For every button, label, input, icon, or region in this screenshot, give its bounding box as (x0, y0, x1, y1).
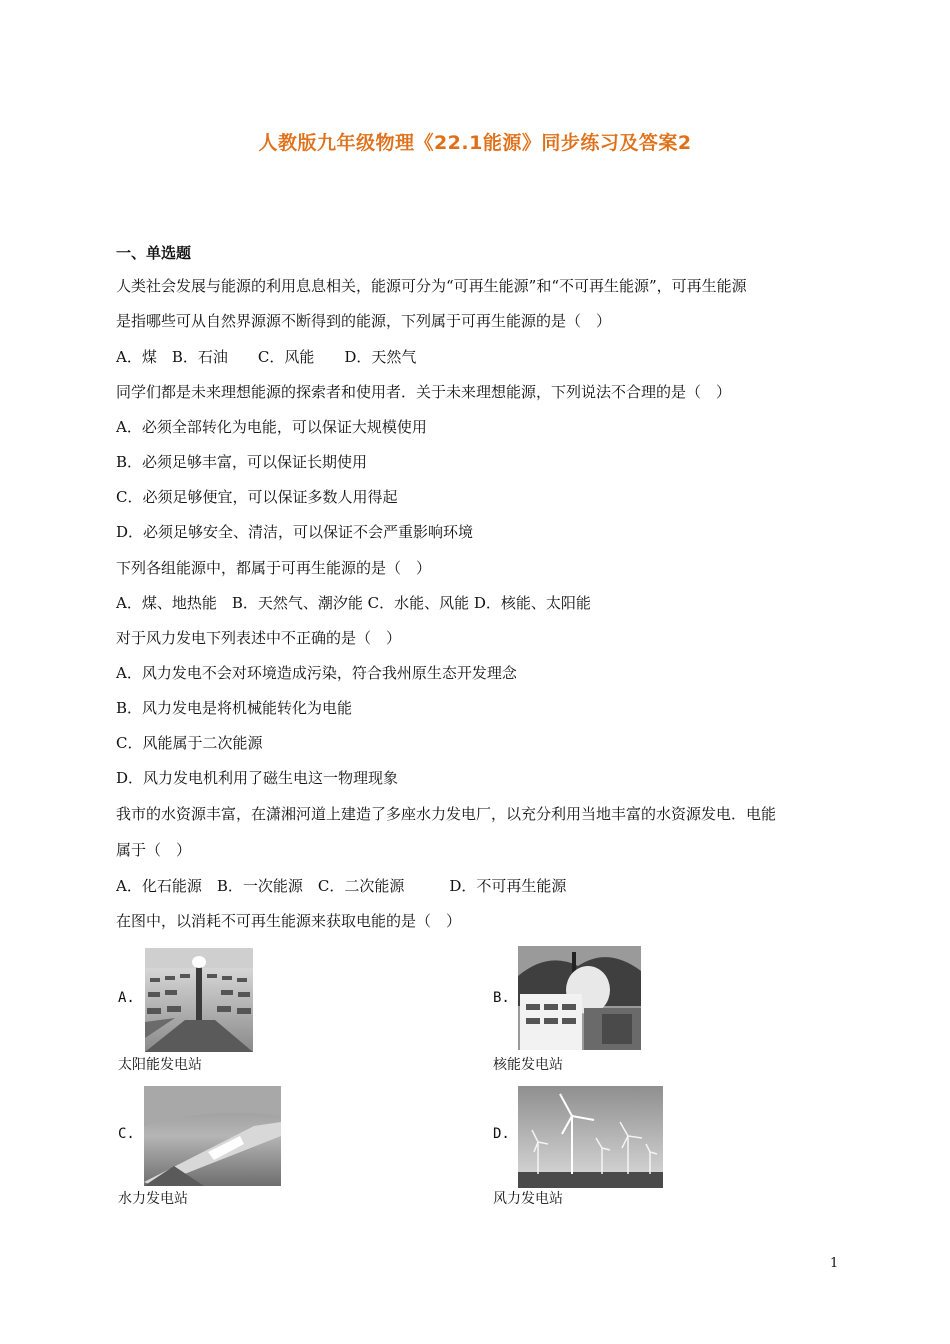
option-a-caption: 太阳能发电站 (118, 1057, 202, 1073)
option-c-label: C. (118, 1126, 135, 1142)
text-line: D．必须足够安全、清洁，可以保证不会严重影响环境 (116, 523, 474, 541)
text-line: 对于风力发电下列表述中不正确的是（ ） (116, 629, 402, 647)
text-line: C．风能属于二次能源 (116, 734, 263, 752)
text-line: A．必须全部转化为电能，可以保证大规模使用 (116, 418, 427, 436)
text-line: A．风力发电不会对环境造成污染，符合我州原生态开发理念 (116, 664, 517, 682)
option-c-caption: 水力发电站 (118, 1191, 188, 1207)
solar-plant-image (145, 948, 253, 1052)
text-line: B．必须足够丰富，可以保证长期使用 (116, 453, 368, 471)
text-line: B．风力发电是将机械能转化为电能 (116, 699, 353, 717)
hydro-plant-image (144, 1086, 281, 1186)
page-number: 1 (830, 1256, 839, 1271)
option-b-caption: 核能发电站 (493, 1057, 563, 1073)
text-line: C．必须足够便宜，可以保证多数人用得起 (116, 488, 398, 506)
text-line: A．煤、地热能 B．天然气、潮汐能 C．水能、风能 D．核能、太阳能 (116, 594, 591, 612)
document-title: 人教版九年级物理《22.1能源》同步练习及答案2 (258, 132, 692, 154)
text-line: D．风力发电机利用了磁生电这一物理现象 (116, 769, 399, 787)
option-b-label: B. (493, 990, 510, 1006)
text-line: A．化石能源 B．一次能源 C．二次能源 D．不可再生能源 (116, 877, 567, 895)
text-line: 我市的水资源丰富，在潇湘河道上建造了多座水力发电厂，以充分利用当地丰富的水资源发电．电能 (116, 805, 777, 823)
text-line: 在图中，以消耗不可再生能源来获取电能的是（ ） (116, 912, 462, 930)
option-d-caption: 风力发电站 (493, 1191, 563, 1207)
option-a-label: A. (118, 990, 135, 1006)
text-line: 人类社会发展与能源的利用息息相关，能源可分为“可再生能源”和“不可再生能源”，可再生能源 (116, 277, 747, 295)
option-d-label: D. (493, 1126, 510, 1142)
wind-farm-image (518, 1086, 663, 1188)
text-line: 同学们都是未来理想能源的探索者和使用者．关于未来理想能源，下列说法不合理的是（ ） (116, 383, 732, 401)
text-line: 属于（ ） (116, 841, 192, 859)
text-line: 下列各组能源中，都属于可再生能源的是（ ） (116, 559, 432, 577)
text-line: A．煤 B．石油 C．风能 D．天然气 (116, 348, 417, 366)
section-heading: 一、单选题 (116, 244, 192, 262)
text-line: 是指哪些可从自然界源源不断得到的能源，下列属于可再生能源的是（ ） (116, 312, 612, 330)
nuclear-plant-image (518, 946, 641, 1050)
